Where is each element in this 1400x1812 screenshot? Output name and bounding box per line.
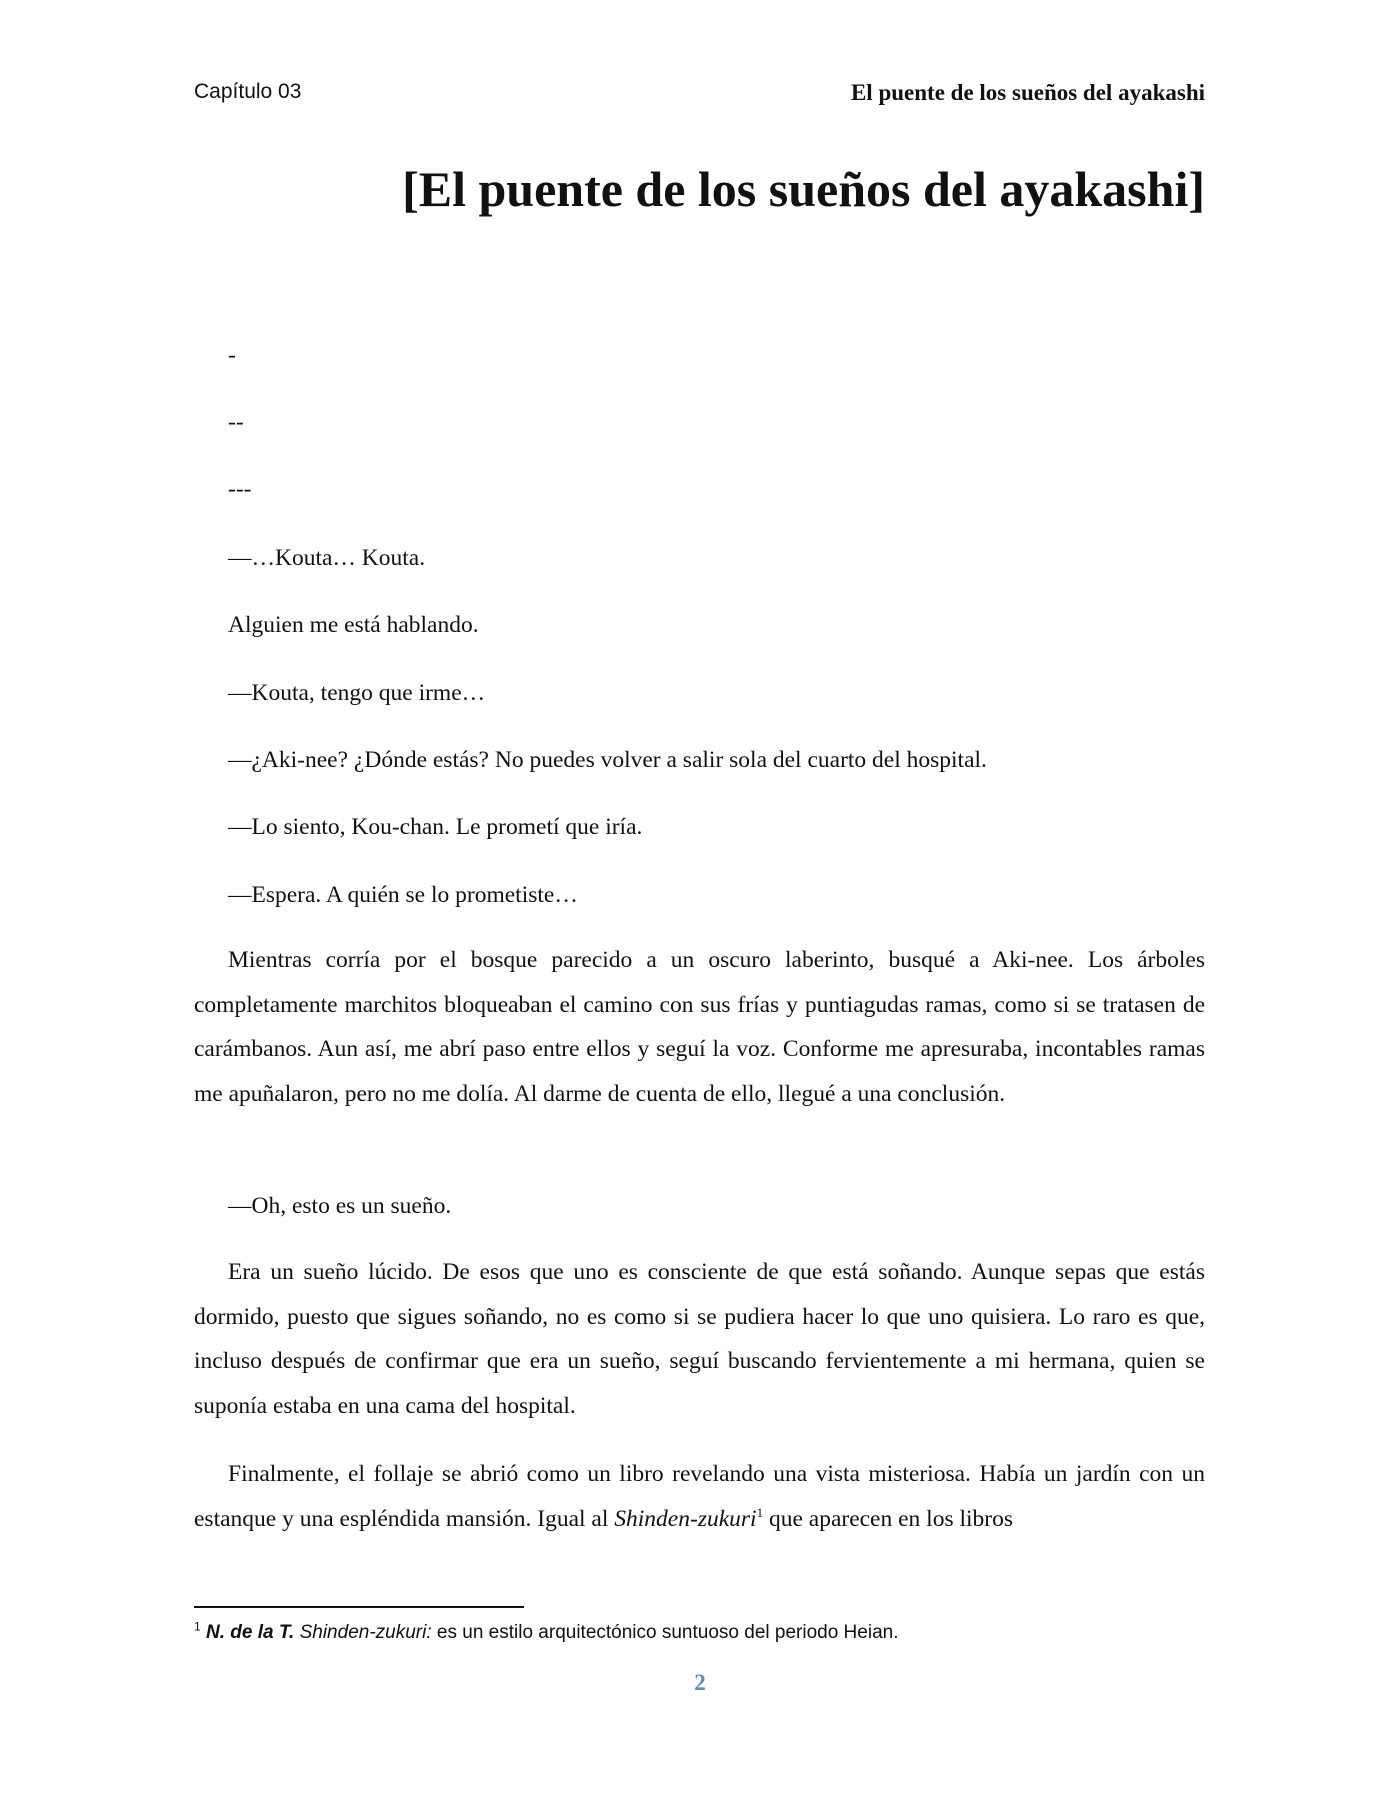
dialogue-line: —Kouta, tengo que irme… bbox=[228, 680, 486, 706]
dialogue-line: —…Kouta… Kouta. bbox=[228, 545, 426, 571]
italic-term: Shinden-zukuri bbox=[614, 1505, 757, 1532]
paragraph-text: Finalmente, el follaje se abrió como un libro revelando una vista misteriosa. Había un jardín con un estanque y una espléndida mansión. Igual al bbox=[194, 1461, 1205, 1532]
dialogue-line: —Lo siento, Kou-chan. Le prometí que iría. bbox=[228, 814, 643, 840]
footnote-term: Shinden-zukuri: bbox=[299, 1622, 432, 1643]
narration-line: Alguien me está hablando. bbox=[228, 612, 479, 638]
paragraph-text: que aparecen en los libros bbox=[763, 1505, 1013, 1532]
footnote-number: 1 bbox=[194, 1619, 201, 1634]
footnote-label: N. de la T. bbox=[205, 1622, 295, 1643]
dialogue-line: —¿Aki-nee? ¿Dónde estás? No puedes volver a salir sola del cuarto del hospital. bbox=[228, 747, 987, 773]
dialogue-line: —Espera. A quién se lo prometiste… bbox=[228, 882, 578, 908]
footnote-reference[interactable]: 1 bbox=[756, 1504, 764, 1520]
chapter-title: [El puente de los sueños del ayakashi] bbox=[402, 161, 1205, 217]
page-number: 2 bbox=[694, 1670, 706, 1695]
running-header-book-title: El puente de los sueños del ayakashi bbox=[850, 80, 1205, 105]
footnote bbox=[194, 1619, 899, 1644]
dialogue-line: —Oh, esto es un sueño. bbox=[228, 1193, 452, 1219]
body-paragraph: Mientras corría por el bosque parecido a un oscuro laberinto, busqué a Aki-nee. Los árboles completamente marchitos bloqueaban el camino con sus frías y puntiagudas ramas, como si se tratasen de carámbanos. Aun así, me abrí paso entre ellos y seguí la voz. Conforme me apresuraba, incontables ramas me apuñalaron, pero no me dolía. Al darme de cuenta de ello, llegué a una conclusión. bbox=[194, 947, 1205, 1107]
scene-dash-2: -- bbox=[228, 409, 244, 435]
scene-dash-3: --- bbox=[228, 476, 252, 502]
footnote-text: es un estilo arquitectónico suntuoso del periodo Heian. bbox=[431, 1622, 899, 1643]
footnote-separator bbox=[194, 1606, 524, 1608]
body-paragraph bbox=[194, 1452, 1205, 1541]
body-paragraph: Era un sueño lúcido. De esos que uno es consciente de que está soñando. Aunque sepas que estás dormido, puesto que sigues soñando, no es como si se pudiera hacer lo que uno quisiera. Lo raro es que, incluso después de confirmar que era un sueño, seguí buscando fervientemente a mi hermana, quien se suponía estaba en una cama del hospital. bbox=[194, 1259, 1205, 1419]
running-header-chapter: Capítulo 03 bbox=[194, 80, 302, 103]
scene-dash-1: - bbox=[228, 342, 236, 368]
